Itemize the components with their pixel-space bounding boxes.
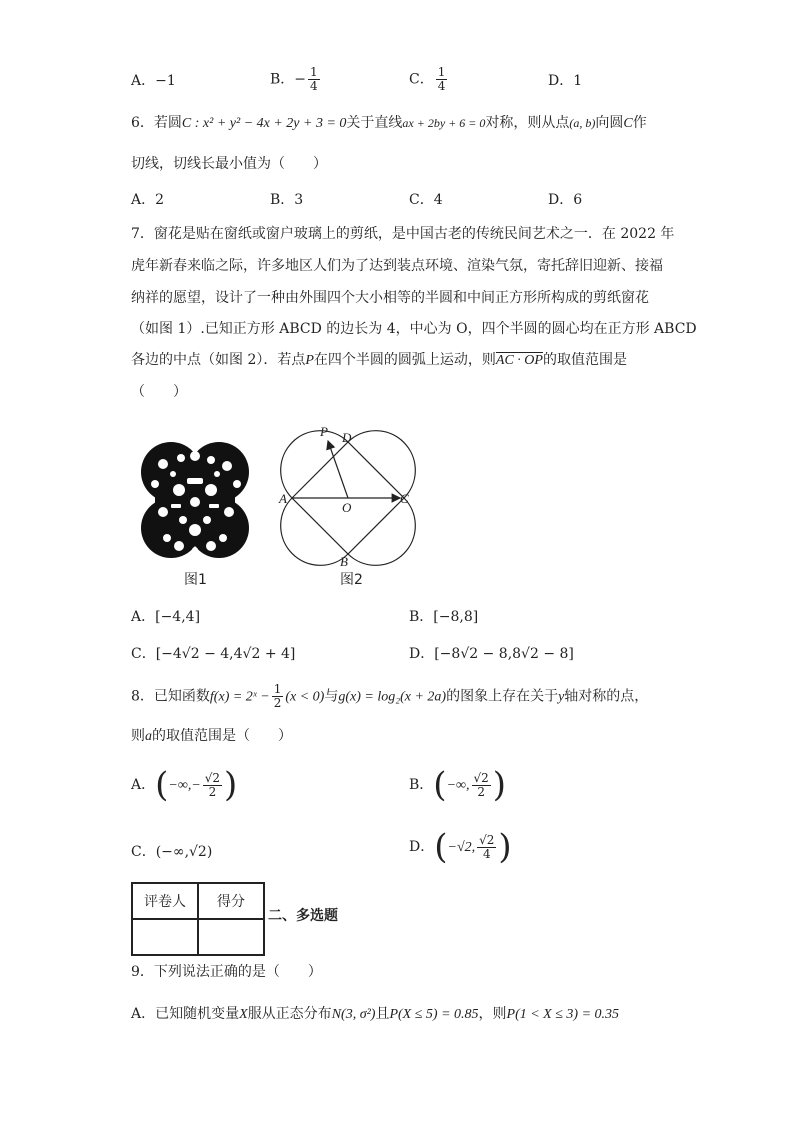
q5-option-b-prefix: B．− bbox=[270, 71, 307, 88]
q8-function-f: f(x) = 2ˣ − bbox=[209, 689, 270, 705]
q8-line2-b: 的取值范围是（ ） bbox=[152, 728, 292, 744]
q8-text-d: 轴对称的点， bbox=[564, 688, 649, 705]
q8-line2-a: 则 bbox=[131, 728, 145, 744]
q8-opt-d-label: D． bbox=[409, 839, 435, 855]
q5-option-b-num: 1 bbox=[310, 65, 318, 79]
q9-line1: 9．下列说法正确的是（ ） bbox=[131, 964, 322, 980]
figure1-label: 图1 bbox=[184, 572, 207, 588]
q8-line2 bbox=[131, 726, 292, 747]
q9-var-x: X bbox=[239, 1007, 248, 1022]
q6-text-b: 关于直线 bbox=[346, 115, 403, 131]
q8-opt-a-frac bbox=[203, 772, 222, 799]
q6-text-d: 向圆 bbox=[595, 115, 624, 131]
q8-option-d: D．(−√2, $\frac{√2}{4}$ ) bbox=[409, 827, 512, 867]
label-d: D bbox=[342, 430, 352, 445]
q7-line3: 纳祥的愿望，设计了一种由外围四个大小相等的半圆和中间正方形所构成的剪纸窗花 bbox=[131, 290, 649, 306]
q8-opt-d-left: −√2, bbox=[447, 840, 476, 855]
q8-function-g: g(x) = log₂(x + 2a) bbox=[338, 689, 447, 705]
section-heading: 二、多选题 bbox=[268, 908, 338, 924]
q9-text-4: ，则 bbox=[478, 1006, 507, 1022]
q8-opt-b-num: √2 bbox=[473, 770, 489, 785]
q5-option-c-prefix: C． bbox=[409, 71, 434, 88]
q8-option-a: A．(−∞,− $\frac{√2}{2}$ ) bbox=[131, 765, 238, 805]
q6-line-equation: ax + 2by + 6 = 0 bbox=[402, 116, 486, 130]
q7-line4: （如图 1）.已知正方形 ABCD 的边长为 4，中心为 O，四个半圆的圆心均在正方形 ABCD bbox=[131, 321, 697, 337]
q7-option-d: D．[−8√2 − 8,8√2 − 8] bbox=[409, 646, 574, 662]
q8-opt-b-left: −∞, bbox=[446, 778, 470, 793]
figure2-label: 图2 bbox=[340, 572, 363, 588]
q7-text-c: 的取值范围是 bbox=[542, 352, 627, 368]
score-table-header-grader: 评卷人 bbox=[132, 883, 198, 919]
q7-line1: 7．窗花是贴在窗纸或窗户玻璃上的剪纸，是中国古老的传统民间艺术之一．在 2022 年 bbox=[131, 226, 675, 242]
q7-text-b: 在四个半圆的圆弧上运动，则 bbox=[313, 352, 496, 368]
q8-opt-d-num: √2 bbox=[479, 832, 495, 847]
q8-opt-a-num: √2 bbox=[204, 770, 221, 785]
q6-line1 bbox=[131, 113, 647, 134]
q9-normal-dist: N(3, σ²) bbox=[331, 1007, 376, 1022]
q8-text-c: 的图象上存在关于 bbox=[446, 688, 559, 705]
q6-circle-equation: C : x² + y² − 4x + 2y + 3 = 0 bbox=[181, 116, 347, 131]
score-table-score-cell[interactable] bbox=[198, 919, 264, 955]
q6-line2: 切线，切线长最小值为（ ） bbox=[131, 156, 327, 172]
q9-text-3: 且 bbox=[375, 1006, 390, 1022]
q8-text-b: 与 bbox=[324, 688, 339, 705]
q9-text-2: 服从正态分布 bbox=[247, 1006, 332, 1022]
score-table bbox=[131, 882, 265, 956]
q8-option-c: C．(−∞,√2) bbox=[131, 844, 213, 860]
q8-fraction bbox=[272, 683, 284, 710]
q7-option-a: A．[−4,4] bbox=[131, 609, 201, 625]
q8-domain: (x < 0) bbox=[285, 689, 325, 705]
q5-option-b bbox=[270, 66, 322, 93]
q5-option-b-den: 4 bbox=[310, 79, 318, 93]
q8-opt-d-frac bbox=[477, 834, 496, 861]
q7-line5 bbox=[131, 350, 627, 371]
q9-prob-2: P(1 < X ≤ 3) = 0.35 bbox=[506, 1007, 620, 1022]
q8-y-axis: y bbox=[558, 689, 565, 705]
q7-option-b: B．[−8,8] bbox=[409, 609, 479, 625]
label-a: A bbox=[279, 491, 287, 506]
q7-line2: 虎年新春来临之际，许多地区人们为了达到装点环境、渲染气氛，寄托辞旧迎新、接福 bbox=[131, 258, 663, 274]
q9-text-1: A．已知随机变量 bbox=[131, 1006, 240, 1022]
q8-line1 bbox=[131, 683, 648, 710]
q6-option-c: C．4 bbox=[409, 192, 443, 208]
q5-option-c-num: 1 bbox=[437, 65, 446, 79]
q6-point: (a, b) bbox=[569, 116, 596, 130]
q9-prob-1: P(X ≤ 5) = 0.85 bbox=[389, 1007, 479, 1022]
q6-option-d: D．6 bbox=[548, 192, 583, 208]
q5-option-b-fraction bbox=[308, 66, 320, 93]
label-o: O bbox=[342, 500, 352, 515]
score-table-grader-cell[interactable] bbox=[132, 919, 198, 955]
q7-point-p: P bbox=[305, 353, 314, 368]
q6-text-e: 作 bbox=[632, 115, 647, 131]
q8-opt-b-den: 2 bbox=[477, 784, 485, 799]
q8-frac-num: 1 bbox=[273, 682, 282, 696]
q8-opt-a-left: −∞,− bbox=[168, 778, 201, 793]
q5-option-c-fraction bbox=[436, 66, 448, 93]
q9-option-a bbox=[131, 1004, 619, 1025]
label-c: C bbox=[400, 491, 409, 506]
q8-var-a: a bbox=[145, 729, 152, 744]
q8-opt-b-frac bbox=[472, 772, 491, 799]
q7-line6: （ ） bbox=[131, 384, 187, 400]
q8-frac-den: 2 bbox=[273, 696, 282, 710]
q8-opt-a-label: A． bbox=[131, 777, 156, 793]
q6-circle-name: C bbox=[623, 116, 633, 131]
q7-text-a: 各边的中点（如图 2）．若点 bbox=[131, 352, 306, 368]
score-table-header-score: 得分 bbox=[198, 883, 264, 919]
label-b: B bbox=[340, 554, 348, 569]
q6-text-a: 6．若圆 bbox=[131, 115, 182, 131]
q5-option-c bbox=[409, 66, 449, 93]
q8-opt-b-label: B． bbox=[409, 777, 434, 793]
q5-option-d: D．1 bbox=[548, 73, 583, 89]
papercut-figure bbox=[133, 434, 257, 566]
q7-vector-product: AC · OP bbox=[495, 353, 543, 368]
q6-option-a: A．2 bbox=[131, 192, 165, 208]
q6-text-c: 对称，则从点 bbox=[485, 115, 570, 131]
q5-option-a: A．−1 bbox=[131, 73, 176, 89]
q8-text-a: 8．已知函数 bbox=[131, 688, 210, 705]
q6-option-b: B．3 bbox=[270, 192, 304, 208]
q7-option-c: C．[−4√2 − 4,4√2 + 4] bbox=[131, 646, 296, 662]
label-p: P bbox=[320, 424, 328, 439]
q8-opt-d-den: 4 bbox=[482, 846, 491, 861]
geometry-diagram bbox=[276, 420, 426, 570]
q5-option-c-den: 4 bbox=[437, 79, 446, 93]
q8-option-b: B．(−∞, $\frac{√2}{2}$ ) bbox=[409, 765, 507, 805]
q8-opt-a-den: 2 bbox=[208, 784, 217, 799]
